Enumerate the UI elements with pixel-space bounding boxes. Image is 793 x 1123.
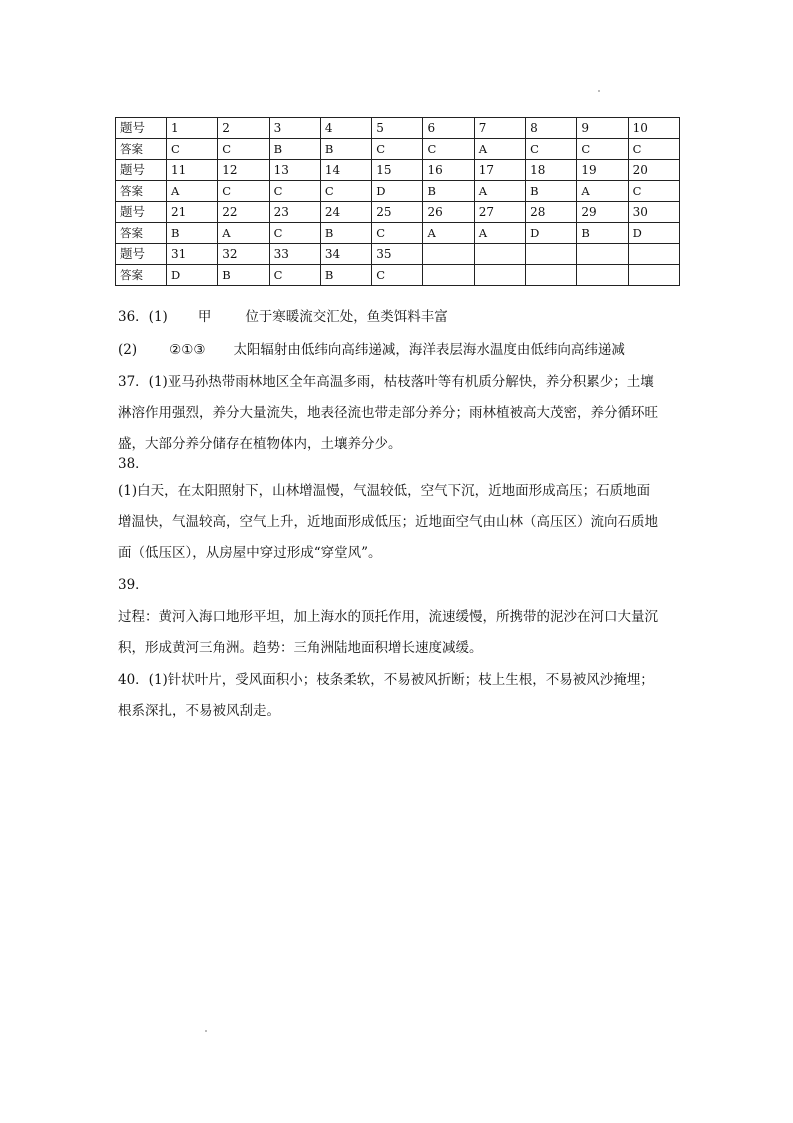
answer-cell: B	[423, 181, 474, 202]
q36-part2-reason: 太阳辐射由低纬向高纬递减，海洋表层海水温度由低纬向高纬递减	[233, 342, 625, 358]
answer-cell: C	[526, 139, 577, 160]
question-number-cell: 31	[167, 244, 218, 265]
q39-line-1: 过程：黄河入海口地形平坦，加上海水的顶托作用，流速缓慢，所携带的泥沙在河口大量沉	[118, 609, 658, 625]
answer-cell: B	[526, 181, 577, 202]
question-number-cell	[423, 244, 474, 265]
row-label: 题号	[116, 244, 167, 265]
answer-cell: B	[218, 265, 269, 286]
answer-row	[116, 181, 680, 202]
answer-cell: C	[372, 265, 423, 286]
q39-number: 39．	[118, 577, 149, 593]
question-number-row	[116, 160, 680, 181]
question-number-cell: 24	[320, 202, 371, 223]
question-number-cell: 21	[167, 202, 218, 223]
q36-part2-answer: ②①③	[169, 342, 206, 358]
answer-cell: A	[474, 181, 525, 202]
answer-cell	[423, 265, 474, 286]
answer-cell	[526, 265, 577, 286]
q36-part2	[118, 338, 625, 358]
q38-line-3: 面（低压区），从房屋中穿过形成“穿堂风”。	[118, 545, 382, 561]
question-number-cell: 3	[269, 118, 320, 139]
question-number-cell: 15	[372, 160, 423, 181]
q38-line-1: (1)白天，在太阳照射下，山林增温慢，气温较低，空气下沉，近地面形成高压；石质地面	[118, 483, 651, 499]
answer-row	[116, 265, 680, 286]
question-number-cell: 5	[372, 118, 423, 139]
question-number-cell: 9	[577, 118, 628, 139]
answer-cell: C	[269, 265, 320, 286]
question-number-cell: 13	[269, 160, 320, 181]
q38-number: 38．	[118, 456, 149, 472]
question-number-cell: 11	[167, 160, 218, 181]
question-number-cell: 23	[269, 202, 320, 223]
q37-line-1: 37．(1)亚马孙热带雨林地区全年高温多雨，枯枝落叶等有机质分解快，养分积累少；土壤	[118, 374, 654, 390]
question-number-cell: 32	[218, 244, 269, 265]
answer-cell: B	[320, 265, 371, 286]
question-number-cell: 34	[320, 244, 371, 265]
question-number-cell: 10	[628, 118, 679, 139]
q36-part1	[118, 305, 448, 325]
answer-cell: C	[320, 181, 371, 202]
answer-cell: D	[372, 181, 423, 202]
q38-line-2: 增温快，气温较高，空气上升，近地面形成低压；近地面空气由山林（高压区）流向石质地	[118, 514, 658, 530]
q37-line-3: 盛，大部分养分储存在植物体内，土壤养分少。	[118, 436, 402, 452]
answer-cell: C	[269, 181, 320, 202]
answer-cell: A	[423, 223, 474, 244]
question-number-cell: 7	[474, 118, 525, 139]
question-number-cell: 29	[577, 202, 628, 223]
question-number-cell: 30	[628, 202, 679, 223]
question-number-cell: 33	[269, 244, 320, 265]
answer-cell: D	[628, 223, 679, 244]
answer-cell: C	[167, 139, 218, 160]
answer-cell: B	[320, 223, 371, 244]
answer-cell: A	[474, 223, 525, 244]
q36-part1-number: 36．(1)	[118, 309, 168, 325]
scan-speck	[598, 90, 600, 92]
answer-cell: D	[526, 223, 577, 244]
answer-cell: C	[628, 139, 679, 160]
row-label: 答案	[116, 139, 167, 160]
question-number-cell: 27	[474, 202, 525, 223]
question-number-cell: 28	[526, 202, 577, 223]
question-number-cell: 19	[577, 160, 628, 181]
question-number-cell: 4	[320, 118, 371, 139]
row-label: 答案	[116, 223, 167, 244]
answer-cell: C	[423, 139, 474, 160]
answer-cell: C	[218, 139, 269, 160]
question-number-cell: 26	[423, 202, 474, 223]
question-number-row	[116, 244, 680, 265]
question-number-cell: 2	[218, 118, 269, 139]
answer-cell: D	[167, 265, 218, 286]
answer-cell: C	[218, 181, 269, 202]
answer-cell: B	[577, 223, 628, 244]
answer-cell: A	[167, 181, 218, 202]
answer-cell: B	[269, 139, 320, 160]
q40-line-2: 根系深扎，不易被风刮走。	[118, 703, 280, 719]
question-number-row	[116, 202, 680, 223]
row-label: 答案	[116, 181, 167, 202]
answer-cell: A	[218, 223, 269, 244]
question-number-row	[116, 118, 680, 139]
question-number-cell: 14	[320, 160, 371, 181]
answer-cell: B	[320, 139, 371, 160]
answer-row	[116, 223, 680, 244]
question-number-cell: 25	[372, 202, 423, 223]
q36-part1-answer: 甲	[197, 309, 212, 325]
question-number-cell	[628, 244, 679, 265]
question-number-cell	[526, 244, 577, 265]
question-number-cell: 1	[167, 118, 218, 139]
answer-cell: A	[474, 139, 525, 160]
q39-line-2: 积，形成黄河三角洲。趋势：三角洲陆地面积增长速度减缓。	[118, 640, 483, 656]
row-label: 题号	[116, 160, 167, 181]
answer-cell: B	[167, 223, 218, 244]
answer-cell: C	[577, 139, 628, 160]
row-label: 题号	[116, 118, 167, 139]
answer-cell: C	[372, 223, 423, 244]
q37-line-2: 淋溶作用强烈，养分大量流失，地表径流也带走部分养分；雨林植被高大茂密，养分循环旺	[118, 405, 658, 421]
question-number-cell: 17	[474, 160, 525, 181]
q36-part2-number: (2)	[118, 342, 138, 358]
question-number-cell	[474, 244, 525, 265]
question-number-cell: 35	[372, 244, 423, 265]
question-number-cell: 6	[423, 118, 474, 139]
question-number-cell: 22	[218, 202, 269, 223]
answer-cell	[628, 265, 679, 286]
question-number-cell: 8	[526, 118, 577, 139]
answer-cell	[577, 265, 628, 286]
answer-cell: C	[372, 139, 423, 160]
question-number-cell: 20	[628, 160, 679, 181]
row-label: 题号	[116, 202, 167, 223]
answer-cell: A	[577, 181, 628, 202]
question-number-cell: 18	[526, 160, 577, 181]
question-number-cell: 16	[423, 160, 474, 181]
q40-line-1: 40．(1)针状叶片，受风面积小；枝条柔软，不易被风折断；枝上生根，不易被风沙掩埋；	[118, 672, 654, 688]
answer-cell: C	[269, 223, 320, 244]
answer-row	[116, 139, 680, 160]
row-label: 答案	[116, 265, 167, 286]
question-number-cell: 12	[218, 160, 269, 181]
answer-cell	[474, 265, 525, 286]
question-number-cell	[577, 244, 628, 265]
answer-cell: C	[628, 181, 679, 202]
scan-speck	[205, 1030, 207, 1032]
answer-table	[115, 117, 680, 286]
q36-part1-reason: 位于寒暖流交汇处，鱼类饵料丰富	[245, 309, 448, 325]
